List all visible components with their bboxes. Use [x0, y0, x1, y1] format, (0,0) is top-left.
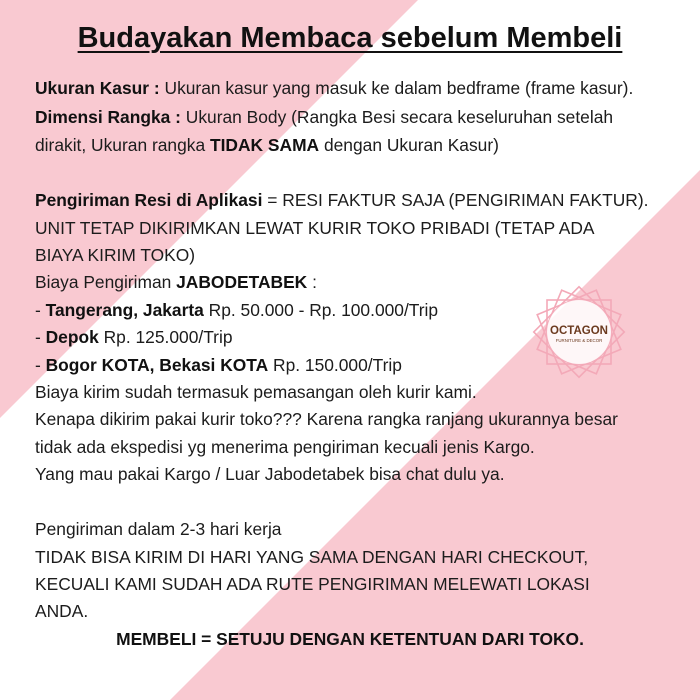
frame-dimension-line: Dimensi Rangka : Ukuran Body (Rangka Besi secara keseluruhan setelah: [35, 107, 614, 127]
mattress-size-label: Ukuran Kasur :: [35, 78, 160, 98]
logo-name: OCTAGON: [550, 325, 608, 337]
frame-dimension-label: Dimensi Rangka :: [35, 107, 181, 127]
same-day-warning-2: KECUALI KAMI SUDAH ADA RUTE PENGIRIMAN MELEWATI LOKASI: [35, 574, 590, 594]
courier-reason-line: Kenapa dikirim pakai kurir toko??? Karena rangka ranjang ukurannya besar: [35, 409, 618, 429]
same-day-warning: TIDAK BISA KIRIM DI HARI YANG SAMA DENGAN HARI CHECKOUT,: [35, 547, 589, 567]
installation-note: Biaya kirim sudah termasuk pemasangan oleh kurir kami.: [35, 382, 477, 402]
agreement-statement: MEMBELI = SETUJU DENGAN KETENTUAN DARI TOKO.: [116, 629, 584, 649]
mattress-size-line: Ukuran Kasur : Ukuran kasur yang masuk ke dalam bedframe (frame kasur).: [35, 78, 634, 98]
delivery-time-line: Pengiriman dalam 2-3 hari kerja: [35, 519, 282, 539]
frame-dimension-line-2: dirakit, Ukuran rangka TIDAK SAMA dengan Ukuran Kasur): [35, 135, 499, 155]
courier-line: UNIT TETAP DIKIRIMKAN LEWAT KURIR TOKO PRIBADI (TETAP ADA: [35, 218, 595, 238]
courier-line-2: BIAYA KIRIM TOKO): [35, 245, 196, 265]
receipt-shipping-label: Pengiriman Resi di Aplikasi: [35, 190, 263, 210]
shipping-rate-depok: - Depok Rp. 125.000/Trip: [35, 327, 233, 347]
cargo-note: Yang mau pakai Kargo / Luar Jabodetabek bisa chat dulu ya.: [35, 464, 505, 484]
receipt-shipping-line: Pengiriman Resi di Aplikasi = RESI FAKTUR SAJA (PENGIRIMAN FAKTUR).: [35, 190, 649, 210]
shipping-cost-heading: Biaya Pengiriman JABODETABEK :: [35, 272, 317, 292]
shipping-rate-bogor-bekasi: - Bogor KOTA, Bekasi KOTA Rp. 150.000/Trip: [35, 355, 402, 375]
shipping-rate-tangerang-jakarta: - Tangerang, Jakarta Rp. 50.000 - Rp. 100.000/Trip: [35, 300, 439, 320]
logo-tagline: FURNITURE & DECOR: [555, 338, 603, 343]
courier-reason-line-2: tidak ada ekspedisi yg menerima pengiriman kecuali jenis Kargo.: [35, 437, 535, 457]
page-title: Budayakan Membaca sebelum Membeli: [77, 22, 623, 54]
same-day-warning-3: ANDA.: [35, 601, 89, 621]
octagon-logo: [527, 280, 631, 384]
